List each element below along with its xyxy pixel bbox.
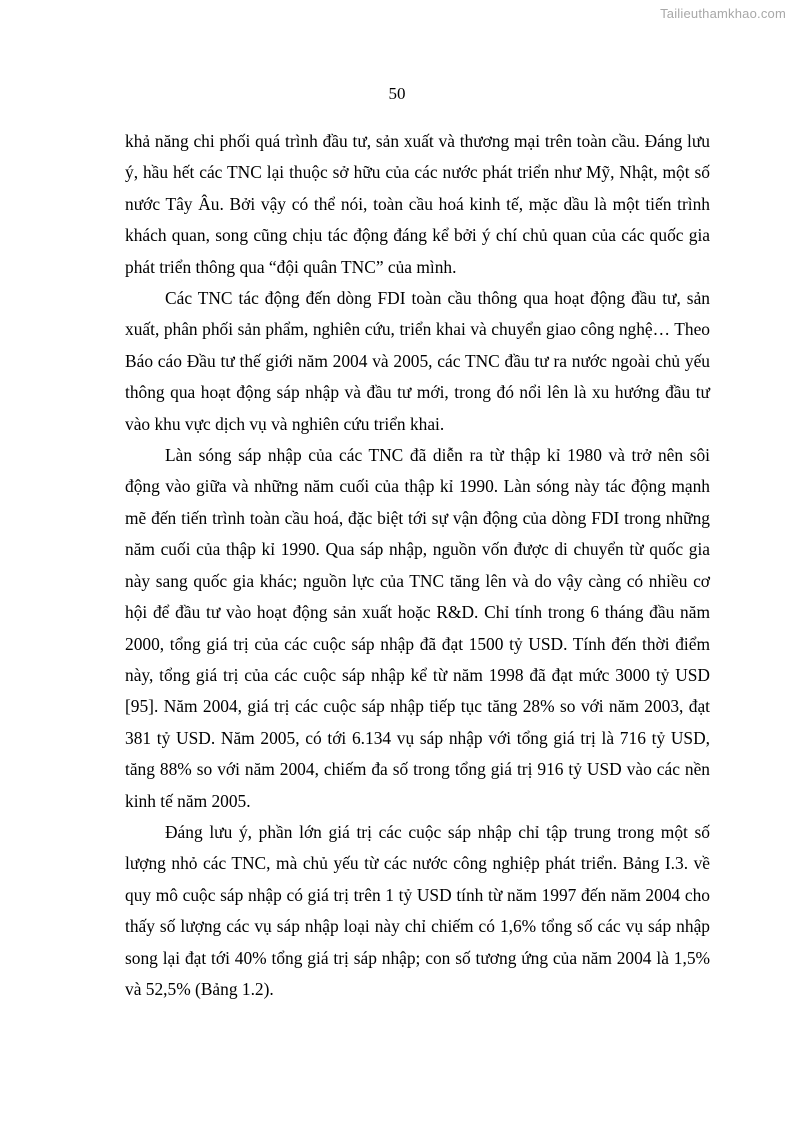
paragraph-3: Làn sóng sáp nhập của các TNC đã diễn ra từ thập kỉ 1980 và trở nên sôi động vào giữa và những năm cuối của thập kỉ 1990. Làn sóng này tác động mạnh mẽ đến tiến trình toàn cầu hoá, đặc biệt tới sự vận động của dòng FDI trong những năm cuối của thập kỉ 1990. Qua sáp nhập, nguồn vốn được di chuyển từ quốc gia này sang quốc gia khác; nguồn lực của TNC tăng lên và do vậy càng có nhiều cơ hội để đầu tư vào hoạt động sản xuất hoặc R&D. Chỉ tính trong 6 tháng đầu năm 2000, tổng giá trị của các cuộc sáp nhập đã đạt 1500 tỷ USD. Tính đến thời điểm này, tổng giá trị của các cuộc sáp nhập kể từ năm 1998 đã đạt mức 3000 tỷ USD [95]. Năm 2004, giá trị các cuộc sáp nhập tiếp tục tăng 28% so với năm 2003, đạt 381 tỷ USD. Năm 2005, có tới 6.134 vụ sáp nhập với tổng giá trị là 716 tỷ USD, tăng 88% so với năm 2004, chiếm đa số trong tổng giá trị 916 tỷ USD vào các nền kinh tế năm 2005. <box>125 445 710 811</box>
paragraph-1: khả năng chi phối quá trình đầu tư, sản xuất và thương mại trên toàn cầu. Đáng lưu ý, hầu hết các TNC lại thuộc sở hữu của các nước phát triển như Mỹ, Nhật, một số nước Tây Âu. Bởi vậy có thể nói, toàn cầu hoá kinh tế, mặc dầu là một tiến trình khách quan, song cũng chịu tác động đáng kể bởi ý chí chủ quan của các quốc gia phát triển thông qua “đội quân TNC” của mình. <box>125 131 710 277</box>
paragraph-4: Đáng lưu ý, phần lớn giá trị các cuộc sáp nhập chỉ tập trung trong một số lượng nhỏ các TNC, mà chủ yếu từ các nước công nghiệp phát triển. Bảng I.3. về quy mô cuộc sáp nhập có giá trị trên 1 tỷ USD tính từ năm 1997 đến năm 2004 cho thấy số lượng các vụ sáp nhập loại này chỉ chiếm có 1,6% tổng số các vụ sáp nhập song lại đạt tới 40% tổng giá trị sáp nhập; con số tương ứng của năm 2004 là 1,5% và 52,5% (Bảng 1.2). <box>125 821 710 999</box>
document-body <box>125 126 710 1005</box>
paragraph-2: Các TNC tác động đến dòng FDI toàn cầu thông qua hoạt động đầu tư, sản xuất, phân phối sản phẩm, nghiên cứu, triển khai và chuyển giao công nghệ… Theo Báo cáo Đầu tư thế giới năm 2004 và 2005, các TNC đầu tư ra nước ngoài chủ yếu thông qua hoạt động sáp nhập và đầu tư mới, trong đó nổi lên là xu hướng đầu tư vào khu vực dịch vụ và nghiên cứu triển khai. <box>125 288 710 434</box>
page-number: 50 <box>388 84 406 103</box>
watermark: Tailieuthamkhao.com <box>660 6 786 21</box>
